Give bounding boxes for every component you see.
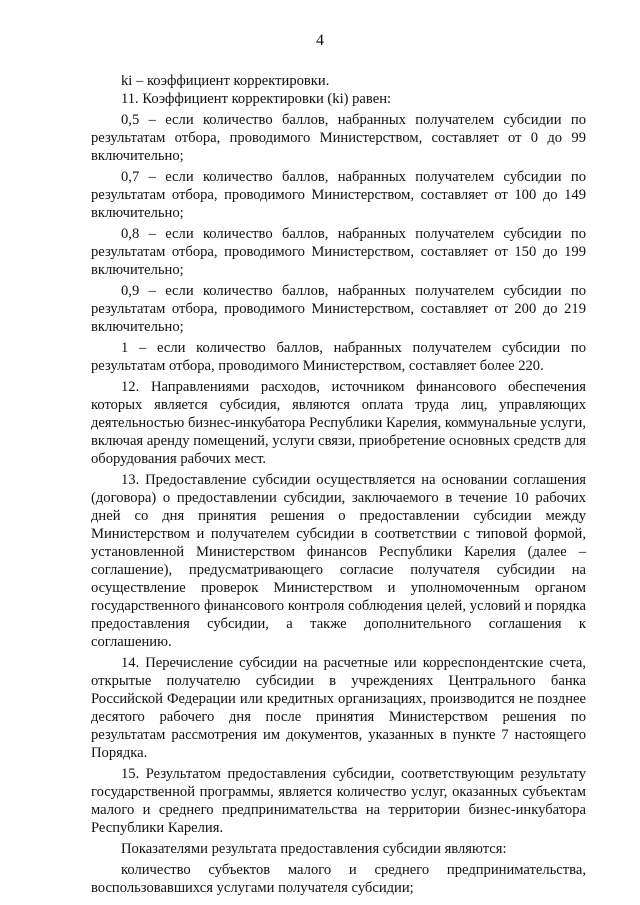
paragraph-13: 13. Предоставление субсидии осуществляется на основании соглашения (договора) о предоставлении субсидии, заключаемого в течение 10 рабочих дней со дня принятия решения о предоставлении субсидии между Министерством и получателем субсидии в соответствии с типовой формой, установленной Министерством финансов Республики Карелия (далее – соглашение), предусматривающего согласие получателя субсидии на осуществление проверок Министерством и уполномоченным органом государственного финансового контроля соблюдения целей, условий и порядка предоставления субсидии, а также дополнительного соглашения к соглашению.: [91, 472, 586, 650]
paragraph-coef-07: 0,7 – если количество баллов, набранных получателем субсидии по результатам отбора, проводимого Министерством, составляет от 100 до 149 включительно;: [91, 169, 586, 221]
paragraph-coef-08: 0,8 – если количество баллов, набранных получателем субсидии по результатам отбора, проводимого Министерством, составляет от 150 до 199 включительно;: [91, 226, 586, 278]
paragraph-14: 14. Перечисление субсидии на расчетные или корреспондентские счета, открытые получателю субсидии в учреждениях Центрального банка Российской Федерации или кредитных организациях, производится не позднее десятого рабочего дня после принятия Министерством решения по результатам рассмотрения им документов, указанных в пункте 7 настоящего Порядка.: [91, 655, 586, 761]
paragraph-coef-09: 0,9 – если количество баллов, набранных получателем субсидии по результатам отбора, проводимого Министерством, составляет от 200 до 219 включительно;: [91, 283, 586, 335]
document-body: [91, 72, 586, 897]
paragraph-coef-1: 1 – если количество баллов, набранных получателем субсидии по результатам отбора, проводимого Министерством, составляет более 220.: [91, 340, 586, 374]
paragraph-15: 15. Результатом предоставления субсидии, соответствующим результату государственной программы, является количество услуг, оказанных субъектам малого и среднего предпринимательства на территории бизнес-инкубатора Республики Карелия.: [91, 766, 586, 836]
page-number: 4: [316, 32, 324, 49]
paragraph-indicator-count: количество субъектов малого и среднего предпринимательства, воспользовавшихся услугами получателя субсидии;: [91, 862, 586, 896]
paragraph-12: 12. Направлениями расходов, источником финансового обеспечения которых является субсидия, являются оплата труда лиц, управляющих деятельностью бизнес-инкубатора Республики Карелия, коммунальные услуги, включая аренду помещений, услуги связи, приобретение основных средств для оборудования рабочих мест.: [91, 379, 586, 467]
paragraph-indicators-intro: Показателями результата предоставления субсидии являются:: [121, 841, 507, 857]
paragraph-ki-definition: ki – коэффициент корректировки.: [121, 73, 330, 89]
paragraph-11: 11. Коэффициент корректировки (ki) равен:: [121, 91, 392, 107]
paragraph-coef-05: 0,5 – если количество баллов, набранных получателем субсидии по результатам отбора, проводимого Министерством, составляет от 0 до 99 включительно;: [91, 112, 586, 164]
